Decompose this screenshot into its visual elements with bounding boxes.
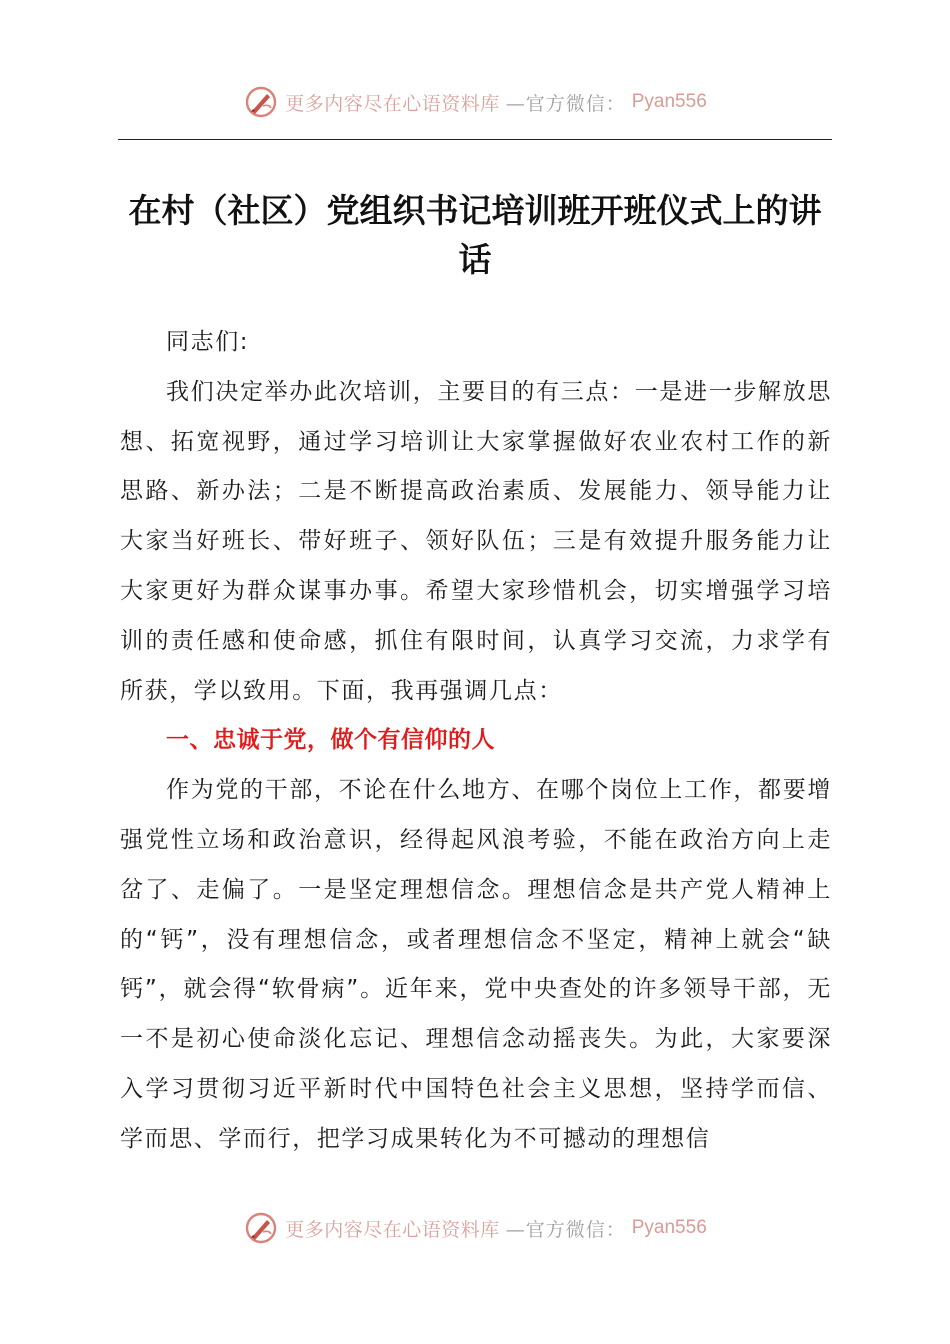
red-circle-pen-logo-icon — [243, 1210, 279, 1246]
header-divider — [118, 139, 832, 140]
banner-sub-text: —官方微信： — [505, 1218, 626, 1241]
footer-watermark-banner — [0, 1208, 950, 1248]
document-body — [120, 318, 832, 1165]
salutation: 同志们: — [166, 329, 250, 355]
banner-main-text: 更多内容尽在心语资料库 — [285, 1218, 500, 1241]
section-1-paragraph: 作为党的干部，不论在什么地方、在哪个岗位上工作，都要增强党性立场和政治意识，经得起风浪考验，不能在政治方向上走岔了、走偏了。一是坚定理想信念。理想信念是共产党人精神上的“钙”，没有理想信念，或者理想信念不坚定，精神上就会“缺钙”，就会得“软骨病”。近年来，党中央查处的许多领导干部，无一不是初心使命淡化忘记、理想信念动摇丧失。为此，大家要深入学习贯彻习近平新时代中国特色社会主义思想，坚持学而信、学而思、学而行，把学习成果转化为不可撼动的理想信 — [120, 777, 832, 1152]
red-circle-pen-logo-icon — [243, 84, 279, 120]
banner-wechat-id: Pyan556 — [631, 91, 707, 112]
banner-sub-text: —官方微信： — [505, 92, 626, 115]
banner-wechat-id: Pyan556 — [631, 1217, 707, 1238]
section-heading-1: 一、忠诚于党，做个有信仰的人 — [166, 727, 495, 754]
document-title: 在村（社区）党组织书记培训班开班仪式上的讲话 — [128, 191, 822, 279]
header-watermark-banner — [0, 82, 950, 122]
intro-paragraph: 我们决定举办此次培训，主要目的有三点：一是进一步解放思想、拓宽视野，通过学习培训让大家掌握做好农业农村工作的新思路、新办法；二是不断提高政治素质、发展能力、领导能力让大家当好班长、带好班子、领好队伍；三是有效提升服务能力让大家更好为群众谋事办事。希望大家珍惜机会，切实增强学习培训的责任感和使命感，抓住有限时间，认真学习交流，力求学有所获，学以致用。下面，我再强调几点： — [120, 378, 832, 704]
banner-main-text: 更多内容尽在心语资料库 — [285, 92, 500, 115]
